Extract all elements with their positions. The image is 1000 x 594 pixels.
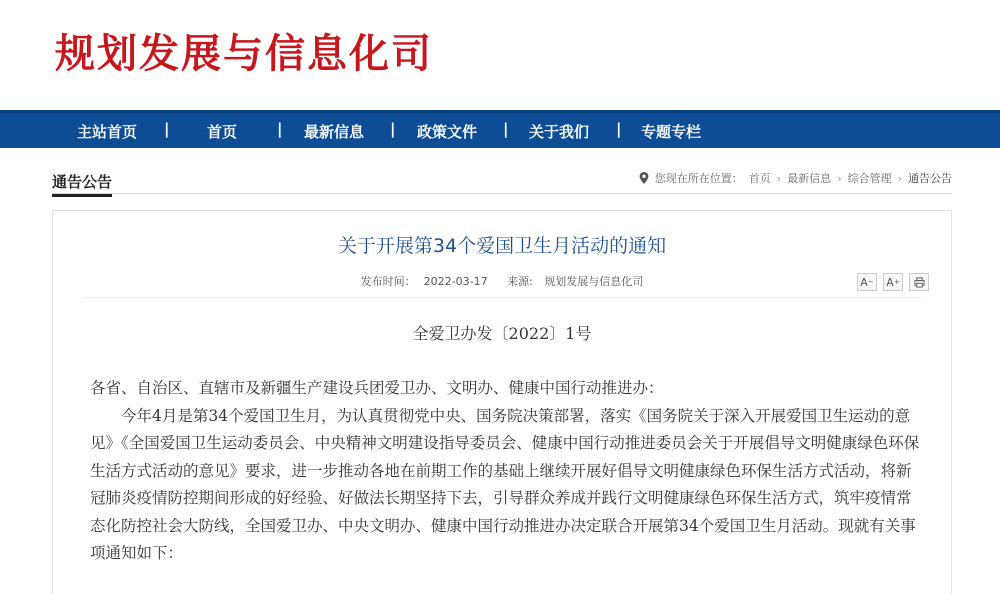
- section-divider: [52, 193, 952, 194]
- article-tools: [857, 273, 929, 291]
- font-smaller-icon: A: [860, 275, 868, 289]
- site-title: 规划发展与信息化司: [55, 31, 433, 77]
- font-smaller-button[interactable]: A −: [857, 273, 877, 291]
- breadcrumb-prefix: 您现在所在位置：: [654, 172, 743, 185]
- article-source: 规划发展与信息化司: [544, 275, 644, 288]
- salutation: 各省、自治区、直辖市及新疆生产建设兵团爱卫办、文明办、健康中国行动推进办：: [90, 379, 664, 397]
- breadcrumb-latest[interactable]: 最新信息: [787, 172, 832, 185]
- location-pin-icon: [639, 172, 649, 184]
- nav-separator: |: [277, 120, 283, 138]
- article-container: [52, 210, 952, 594]
- font-larger-button[interactable]: A +: [883, 273, 903, 291]
- paragraph: 今年4月是第34个爱国卫生月，为认真贯彻党中央、国务院决策部署，落实《国务院关于深入开展爱国卫生运动的意见》《全国爱国卫生运动委员会、中央精神文明建设指导委员会、健康中国行动推进委员会关于开展倡导文明健康绿色环保生活方式活动的意见》要求，进一步推动各地在前期工作的基础上继续开展好倡导文明健康绿色环保生活方式活动，将新冠肺炎疫情防控期间形成的好经验、好做法长期坚持下去，引导群众养成并践行文明健康绿色环保生活方式，筑牢疫情常态化防控社会大防线，全国爱卫办、中央文明办、健康中国行动推进办决定联合开展第34个爱国卫生月活动。现就有关事项通知如下：: [90, 406, 920, 562]
- breadcrumb-separator: ›: [776, 171, 782, 185]
- font-larger-icon: A: [886, 275, 894, 289]
- section-title: 通告公告: [52, 171, 112, 197]
- section-header: [52, 168, 952, 194]
- print-button[interactable]: [909, 273, 929, 291]
- main-navbar: [0, 110, 1000, 148]
- publish-date: 2022-03-17: [423, 275, 488, 288]
- nav-separator: |: [390, 120, 396, 138]
- nav-separator: |: [616, 120, 622, 138]
- nav-item-main-home[interactable]: 主站首页: [77, 123, 138, 141]
- article-body: [90, 375, 922, 568]
- breadcrumb-separator: ›: [837, 171, 842, 185]
- breadcrumb-admin[interactable]: 综合管理: [847, 172, 892, 185]
- nav-item-latest[interactable]: 最新信息: [304, 123, 365, 141]
- publish-label: 发布时间：: [360, 275, 416, 288]
- breadcrumb-separator: ›: [897, 171, 902, 185]
- source-label: 来源:: [507, 275, 537, 288]
- nav-separator: |: [164, 120, 170, 138]
- nav-item-home[interactable]: 首页: [207, 123, 238, 141]
- breadcrumb: [639, 170, 952, 186]
- document-number: 全爱卫办发〔2022〕1号: [412, 324, 592, 343]
- meta-divider: [83, 297, 921, 298]
- nav-item-policy[interactable]: 政策文件: [417, 123, 478, 141]
- print-icon: [914, 277, 925, 288]
- nav-item-topics[interactable]: 专题专栏: [641, 123, 702, 141]
- nav-separator: |: [503, 120, 509, 138]
- nav-item-about[interactable]: 关于我们: [529, 123, 590, 141]
- breadcrumb-home[interactable]: 首页: [748, 172, 771, 185]
- article-meta: [53, 273, 951, 289]
- article-title: 关于开展第34个爱国卫生月活动的通知: [337, 235, 667, 257]
- breadcrumb-current: 通告公告: [908, 172, 952, 185]
